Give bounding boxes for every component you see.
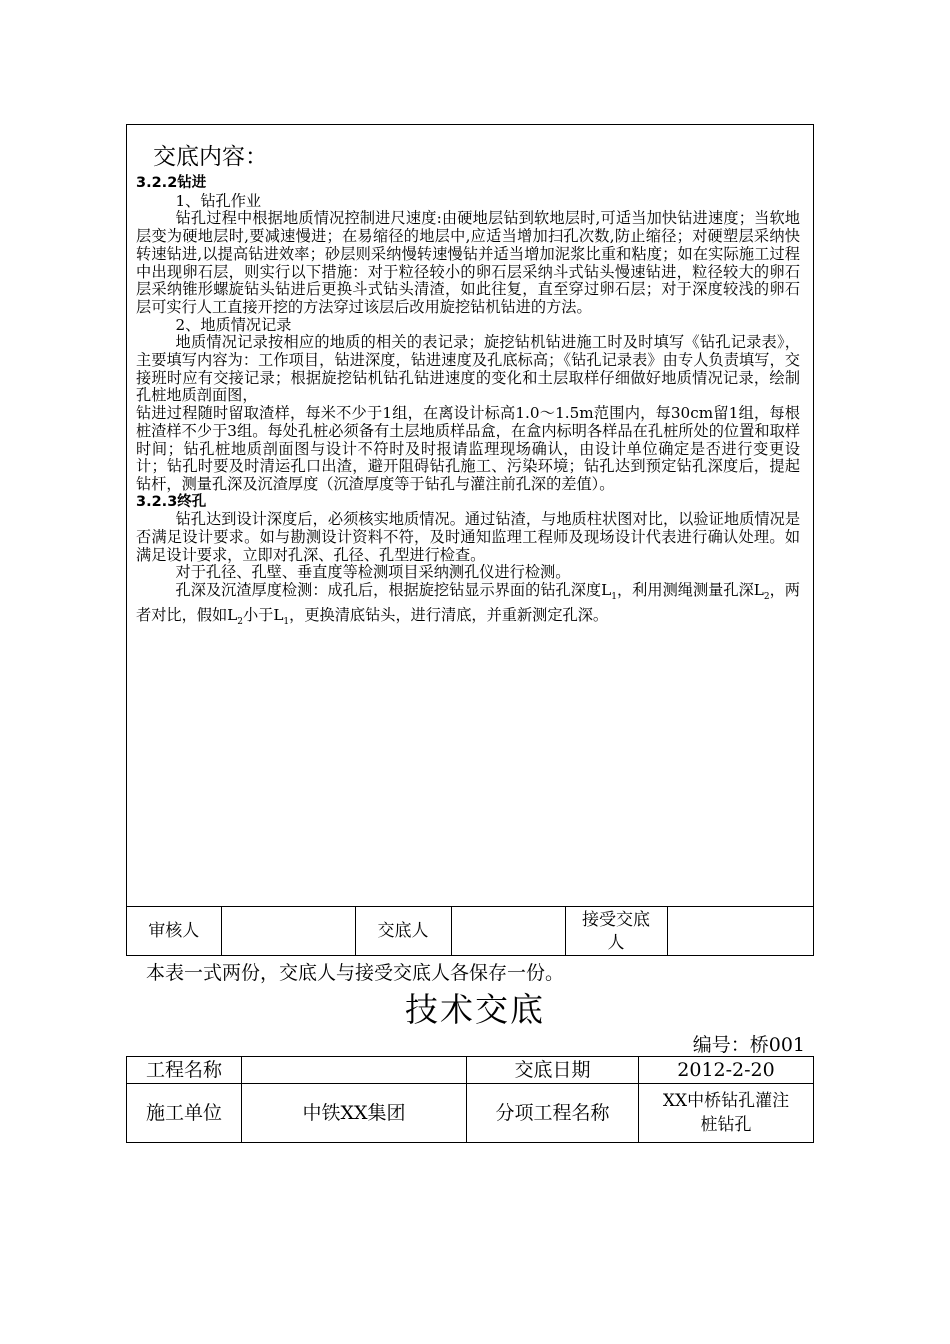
subproject-field[interactable] [639, 1084, 814, 1143]
project-name-field[interactable] [242, 1057, 467, 1084]
receiver-label [565, 907, 667, 957]
discloser-label: 交底人 [355, 907, 451, 957]
reviewer-label: 审核人 [127, 907, 221, 957]
depth-text-d: 小于L [242, 605, 284, 624]
receiver-label-line1: 接受交底 [582, 909, 650, 930]
section-title-final-hole: 3.2.3终孔 [136, 493, 207, 510]
receiver-field[interactable] [667, 907, 813, 957]
content-body [136, 175, 800, 632]
construction-unit-field[interactable]: 中铁XX集团 [242, 1084, 467, 1143]
subsection-geology-record: 2、地质情况记录 [175, 315, 292, 334]
construction-unit-label: 施工单位 [127, 1084, 242, 1143]
subsection-drilling-operation: 1、钻孔作业 [175, 191, 262, 210]
depth-text-e: ，更换清底钻头，进行清底，并重新测定孔深。 [289, 605, 609, 624]
depth-text-c: ，两者对比，假如L [136, 581, 800, 624]
project-info-table [126, 1056, 814, 1143]
depth-sub-2: 2 [763, 592, 770, 603]
section-title-drilling: 3.2.2钻进 [136, 175, 207, 191]
document-title: 技术交底 [405, 990, 545, 1029]
paragraph-drilling-operation: 钻孔过程中根据地质情况控制进尺速度:由硬地层钻到软地层时,可适当加快钻进速度；当软地层变为硬地层时,要减速慢进；在易缩径的地层中,应适当增加扫孔次数,防止缩径；对硬塑层采纳快转速钻进,以提高钻进效率；砂层则采纳慢转速慢钻并适当增加泥浆比重和粘度；如在实际施工过程中出现卵石层，则实行以下措施：对于粒径较小的卵石层采纳斗式钻头慢速钻进，粒径较大的卵石层采纳锥形螺旋钻头钻进后更换斗式钻头清渣，如此往复，直至穿过卵石层；对于深度较浅的卵石层可实行人工直接开挖的方法穿过该层后改用旋挖钻机钻进的方法。 [136, 209, 800, 316]
subproject-label: 分项工程名称 [467, 1084, 639, 1143]
copies-note: 本表一式两份，交底人与接受交底人各保存一份。 [146, 962, 565, 984]
paragraph-geology-record: 地质情况记录按相应的地质的相关的表记录；旋挖钻机钻进施工时及时填写《钻孔记录表》，主要填写内容为：工作项目，钻进深度，钻进速度及孔底标高；《钻孔记录表》由专人负责填写，交接班时应有交接记录；根据旋挖钻机钻孔钻进速度的变化和土层取样仔细做好地质情况记录，绘制孔桩地质剖面图， [136, 333, 800, 405]
paragraph-hole-inspection: 对于孔径、孔壁、垂直度等检测项目采纳测孔仪进行检测。 [175, 563, 571, 582]
depth-sub-4: 1 [283, 616, 290, 627]
receiver-label-line2: 人 [607, 932, 625, 953]
subproject-value-line1: XX中桥钻孔灌注 [662, 1091, 790, 1111]
disclosure-content-box [126, 124, 814, 956]
content-heading: 交底内容： [153, 144, 268, 170]
paragraph-sampling: 钻进过程随时留取渣样，每米不少于1组，在离设计标高1.0～1.5m范围内，每30cm留1组，每根桩渣样不少于3组。每处孔桩必须备有土层地质样品盒，在盒内标明各样品在孔桩所处的位置和取样时间；钻孔桩地质剖面图与设计不符时及时报请监理现场确认，由设计单位确定是否进行变更设计；钻孔时要及时清运孔口出渣，避开阻碍钻孔施工、污染环境；钻孔达到预定钻孔深度后，提起钻杆，测量孔深及沉渣厚度（沉渣厚度等于钻孔与灌注前孔深的差值）。 [136, 404, 800, 493]
signature-table [127, 906, 813, 956]
project-name-label: 工程名称 [127, 1057, 242, 1084]
reviewer-field[interactable] [221, 907, 355, 957]
depth-sub-3: 2 [237, 616, 243, 627]
paragraph-final-hole-check: 钻孔达到设计深度后，必须核实地质情况。通过钻渣，与地质柱状图对比，以验证地质情况是否满足设计要求。如与勘测设计资料不符，及时通知监理工程师及现场设计代表进行确认处理。如满足设计要求，立即对孔深、孔径、孔型进行检查。 [136, 510, 800, 564]
depth-text-b: ，利用测绳测量孔深L [616, 581, 764, 600]
subproject-value-line2: 桩钻孔 [700, 1115, 752, 1135]
paragraph-depth-check [136, 582, 800, 631]
depth-sub-1: 1 [611, 592, 617, 603]
depth-text-a: 孔深及沉渣厚度检测：成孔后，根据旋挖钻显示界面的钻孔深度L [175, 581, 612, 600]
serial-number: 编号：桥001 [692, 1034, 805, 1056]
discloser-field[interactable] [451, 907, 565, 957]
date-field[interactable]: 2012-2-20 [639, 1057, 814, 1084]
date-label: 交底日期 [467, 1057, 639, 1084]
